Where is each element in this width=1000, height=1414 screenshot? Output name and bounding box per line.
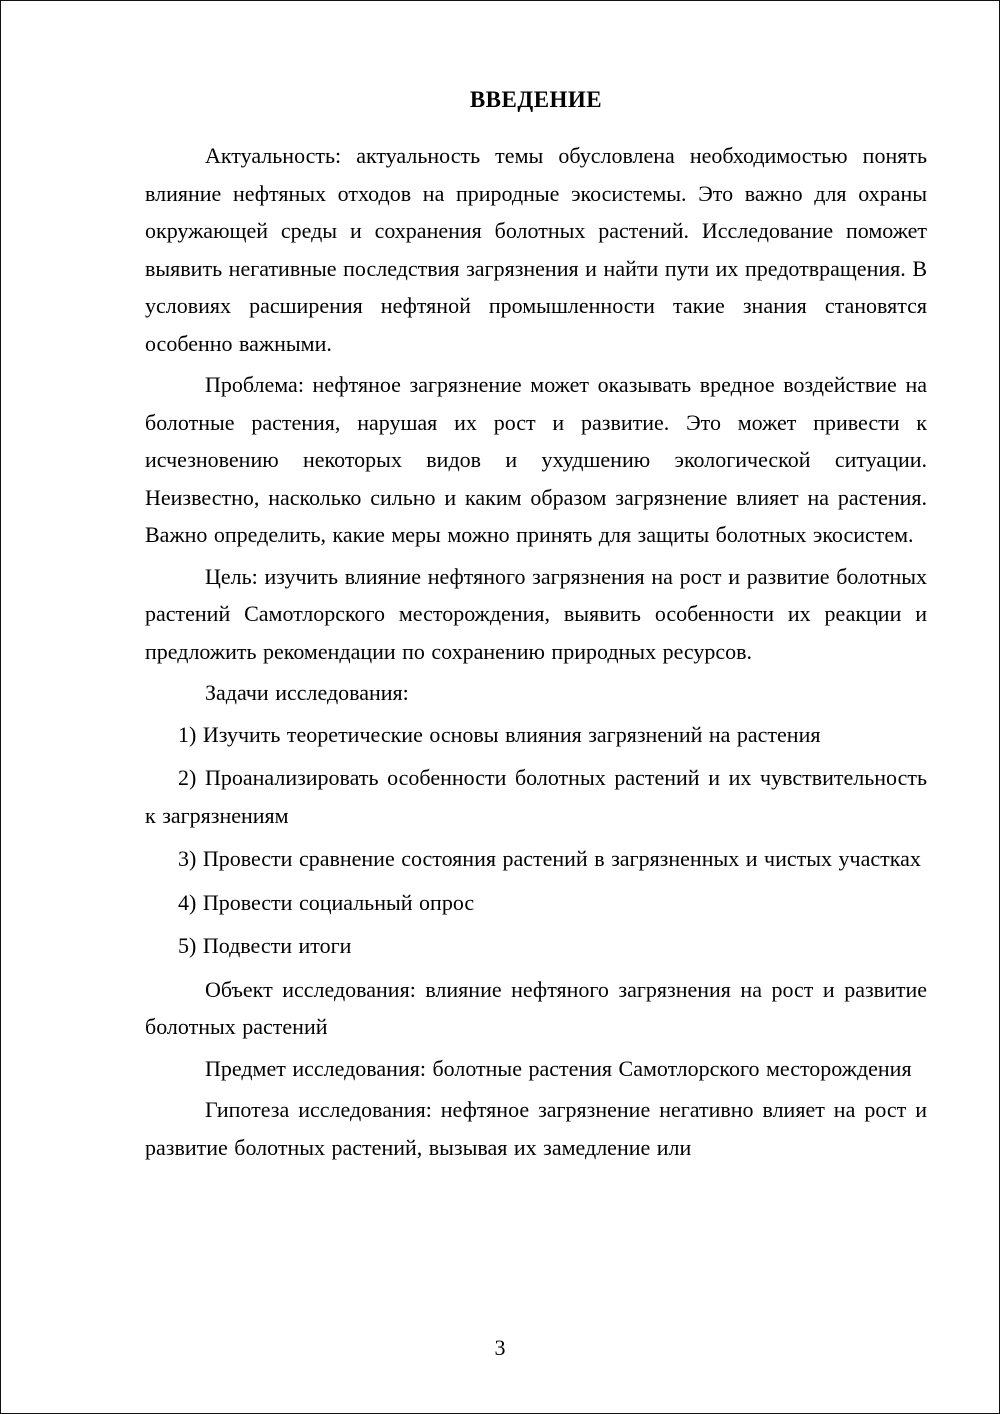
paragraph-predmet: Предмет исследования: болотные растения Самотлорского месторождения <box>205 1055 912 1081</box>
paragraph-problema: Проблема: нефтяное загрязнение может оказывать вредное воздействие на болотные растения, нарушая их рост и развитие. Это может привести к исчезновению некоторых видов и ухудшению экологической ситуации. Неизвестно, насколько сильно и каким образом загрязнение влияет на растения. Важно определить, какие меры можно принять для защиты болотных экосистем. <box>145 372 927 547</box>
task-item-2: 2) Проанализировать особенности болотных растений и их чувствительность к загрязнениям <box>145 765 927 828</box>
document-page <box>1 1 999 1413</box>
section-title: ВВЕДЕНИЕ <box>469 87 603 112</box>
paragraph-tsel: Цель: изучить влияние нефтяного загрязнения на рост и развитие болотных растений Самотлорского месторождения, выявить особенности их реакции и предложить рекомендации по сохранению природных ресурсов. <box>145 563 927 664</box>
task-item-3: 3) Провести сравнение состояния растений в загрязненных и чистых участках <box>178 846 921 871</box>
task-item-4: 4) Провести социальный опрос <box>178 889 475 915</box>
paragraph-gipoteza: Гипотеза исследования: нефтяное загрязнение негативно влияет на рост и развитие болотных растений, вызывая их замедление или <box>145 1097 927 1160</box>
task-item-1: 1) Изучить теоретические основы влияния загрязнений на растения <box>178 721 821 747</box>
tasks-heading: Задачи исследования: <box>205 680 409 705</box>
paragraph-obekt: Объект исследования: влияние нефтяного загрязнения на рост и развитие болотных растений <box>145 976 927 1039</box>
page-number: 3 <box>494 1335 506 1360</box>
task-item-5: 5) Подвести итоги <box>178 933 352 958</box>
paragraph-aktualnost: Актуальность: актуальность темы обусловлена необходимостью понять влияние нефтяных отходов на природные экосистемы. Это важно для охраны окружающей среды и сохранения болотных растений. Исследование поможет выявить негативные последствия загрязнения и найти пути их предотвращения. В условиях расширения нефтяной промышленности такие знания становятся особенно важными. <box>145 143 927 356</box>
